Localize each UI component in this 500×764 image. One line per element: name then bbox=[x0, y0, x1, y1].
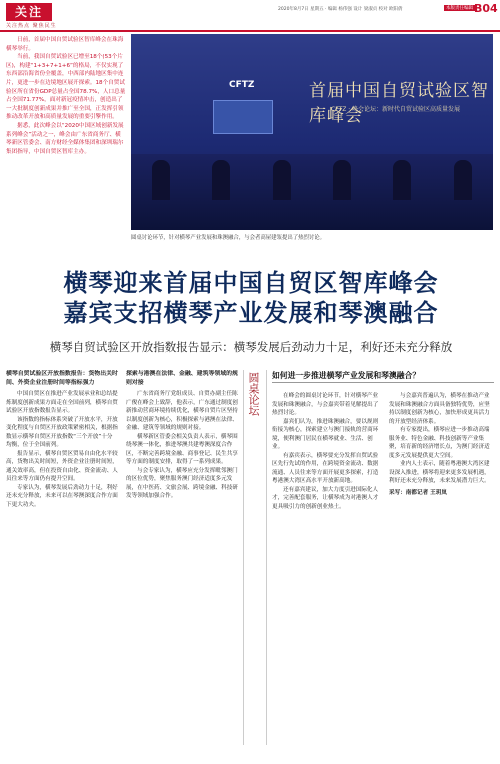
body-paragraph: 与会嘉宾普遍认为，横琴在推动产业发展和珠澳融合方面具备独特优势，应坚持以制度创新为核心，加快形成更具活力的开放型经济体系。 bbox=[389, 393, 490, 425]
column-divider bbox=[243, 370, 244, 745]
article-column-3 bbox=[272, 392, 382, 764]
summary-paragraph: 日前，首届中国自贸试验区智库峰会在珠海横琴举行。 bbox=[6, 37, 124, 52]
panelist-silhouette bbox=[152, 160, 170, 200]
body-paragraph: 与会专家认为，横琴应充分发挥毗邻澳门的区位优势，聚焦服务澳门经济适度多元发展，在中医药、文旅会展、跨境金融、科技研发等领域加强合作。 bbox=[126, 467, 238, 500]
event-logo: CFTZ bbox=[229, 80, 255, 90]
opinion-title: 如何进一步推进横琴产业发展和琴澳融合？ bbox=[272, 371, 421, 380]
summary-paragraph: 据悉，此次峰会以“2020中国区域创新发展系列峰会”活动之一，峰会由广东省商务厅、横琴新区管委会、南方财经全媒体集团和深圳瑞尔集团指导，中国自贸区智库主办。 bbox=[6, 122, 124, 155]
body-paragraph: 广东省商务厅党组成员、自贸办副主任陈广俊在峰会上致辞，他表示，广东通过制度创新推动营商环境持续优化，横琴自贸片区坚持以制度创新为核心，积极探索与港澳在法律、金融、建筑等领域的规则对接。 bbox=[126, 391, 238, 432]
panelist-silhouette bbox=[273, 160, 291, 200]
banner-subtitle: CFTZ · 峰会论坛：新时代自贸试验区高质量发展 bbox=[331, 106, 461, 113]
page-number: B04 bbox=[474, 2, 498, 15]
summary-paragraph: 当前，我国自贸试验区已增至18个(53个片区)，构建“1+3+7+1+6”的格局，不仅实现了东西部沿海省份全覆盖，中西部内陆地区集中连片，更进一步在边境地区展开探索。18个自贸试验区所在省份GDP总量占全国78.7%，人口总量占全国71.77%，面对新冠疫情冲击，创造出了一大批制度创新成果并推广至全国，正发挥引领推动改革开放和高质量发展的重要引擎作用。 bbox=[6, 54, 126, 121]
panelist-silhouette bbox=[333, 160, 351, 200]
editor-badge: 本版责任编辑 bbox=[446, 6, 473, 11]
panelist-silhouette bbox=[212, 160, 230, 200]
body-paragraph: 嘉宾们认为，推进珠澳融合，要以规则衔接为核心，探索建立与澳门接轨的营商环境，便利澳门居民在横琴就业、生活、创业。 bbox=[272, 418, 379, 450]
author-byline: 采写：南都记者 王玥岚 bbox=[389, 489, 447, 496]
opinion-rule bbox=[272, 382, 494, 383]
body-paragraph: 中国自贸区在推进产业发展承业和总结提炼制度创新成果方面走在全国前列，横琴自贸试验区开放指数报告显示。 bbox=[6, 391, 118, 415]
header-rule bbox=[0, 30, 500, 32]
subheadline: 横琴自贸试验区开放指数报告显示：横琴发展后劲动力十足，利好还未充分释放 bbox=[49, 340, 453, 354]
section-badge: 关注 bbox=[6, 3, 52, 21]
panelist-silhouette bbox=[393, 160, 411, 200]
body-paragraph: 专家认为，横琴发展后劲动力十足，利好还未充分释放，未来可以在琴澳深度合作方面下更大功夫。 bbox=[6, 484, 118, 508]
body-paragraph: 业内人士表示，随着粤港澳大湾区建设深入推进，横琴将迎来更多发展机遇，利好还未充分释放，未来发展潜力巨大。 bbox=[389, 461, 490, 484]
summary-sidebar bbox=[6, 36, 126, 246]
panelist-silhouette bbox=[454, 160, 472, 200]
column-divider bbox=[266, 370, 267, 745]
stage-screen bbox=[213, 100, 273, 134]
body-paragraph: 报告显示，横琴自贸区贸易自由化水平较高，货物出关时间短，外资企业注册时间短，通关效率高，但在投资自由化、资金流动、人员往来等方面仍有提升空间。 bbox=[6, 450, 118, 483]
article-column-4 bbox=[389, 392, 494, 764]
body-paragraph: 该指数的指标体系突破了开放水平，开放变化程度与自贸区开放政策紧密相关，根据指数显示横琴自贸区开放指数“三个开放”十分均衡，位于全国前列。 bbox=[6, 416, 118, 449]
article-column-2 bbox=[126, 370, 239, 742]
headline bbox=[6, 268, 496, 328]
headline-line-1: 横琴迎来首届中国自贸区智库峰会 bbox=[63, 268, 439, 297]
body-paragraph: 在峰会的圆桌讨论环节，针对横琴产业发展和珠澳融合，与会嘉宾带着见解提出了热烈讨论。 bbox=[272, 393, 379, 416]
opinion-label: 圆桌论坛 bbox=[247, 372, 260, 416]
page-header bbox=[0, 0, 500, 30]
article-column-1 bbox=[6, 370, 118, 742]
section-slogan: 关注热点 聚焦民生 bbox=[6, 23, 57, 29]
banner-title: 首届中国自贸试验区智库峰会 bbox=[309, 81, 489, 126]
body-paragraph: 有专家提出，横琴应进一步推动高端服务业、特色金融、科技创新等产业集聚，培育新的经济增长点，为澳门经济适度多元发展提供更大空间。 bbox=[389, 427, 490, 459]
body-paragraph: 有嘉宾表示，横琴要充分发挥自贸试验区先行先试的作用，在跨境资金流动、数据流通、人员往来等方面开展更多探索，打造粤港澳大湾区高水平开放新高地。 bbox=[272, 452, 379, 484]
column-heading: 探索与港澳在法律、金融、建筑等领域的规则对接 bbox=[126, 371, 238, 386]
panelists bbox=[131, 160, 493, 200]
photo-caption: 圆桌讨论环节，针对横琴产业发展和珠澳融合，与会者高屋建瓴提出了热烈讨论。 bbox=[131, 235, 326, 241]
body-paragraph: 还有嘉宾建议，加大力度引进国际化人才，完善配套服务，让横琴成为对港澳人才更具吸引力的创新创业热土。 bbox=[272, 486, 379, 510]
headline-line-2: 嘉宾支招横琴产业发展和琴澳融合 bbox=[63, 298, 439, 327]
event-photo bbox=[131, 34, 493, 230]
body-paragraph: 横琴新区管委会相关负责人表示，横琴围绕琴澳一体化，推进琴澳共建粤澳深度合作区，不断完善跨境金融、商事登记、民生共享等方面的制度安排，取得了一系列成果。 bbox=[126, 433, 238, 466]
column-heading: 横琴自贸试验区开放指数报告：货物出关时间、外资企业注册时间等指标强力 bbox=[6, 371, 118, 386]
issue-meta: 2020年8月7日 星期五 · 编辑 杨伟强 设计 梁淑贞 校对 欧阳倩 bbox=[278, 7, 403, 12]
